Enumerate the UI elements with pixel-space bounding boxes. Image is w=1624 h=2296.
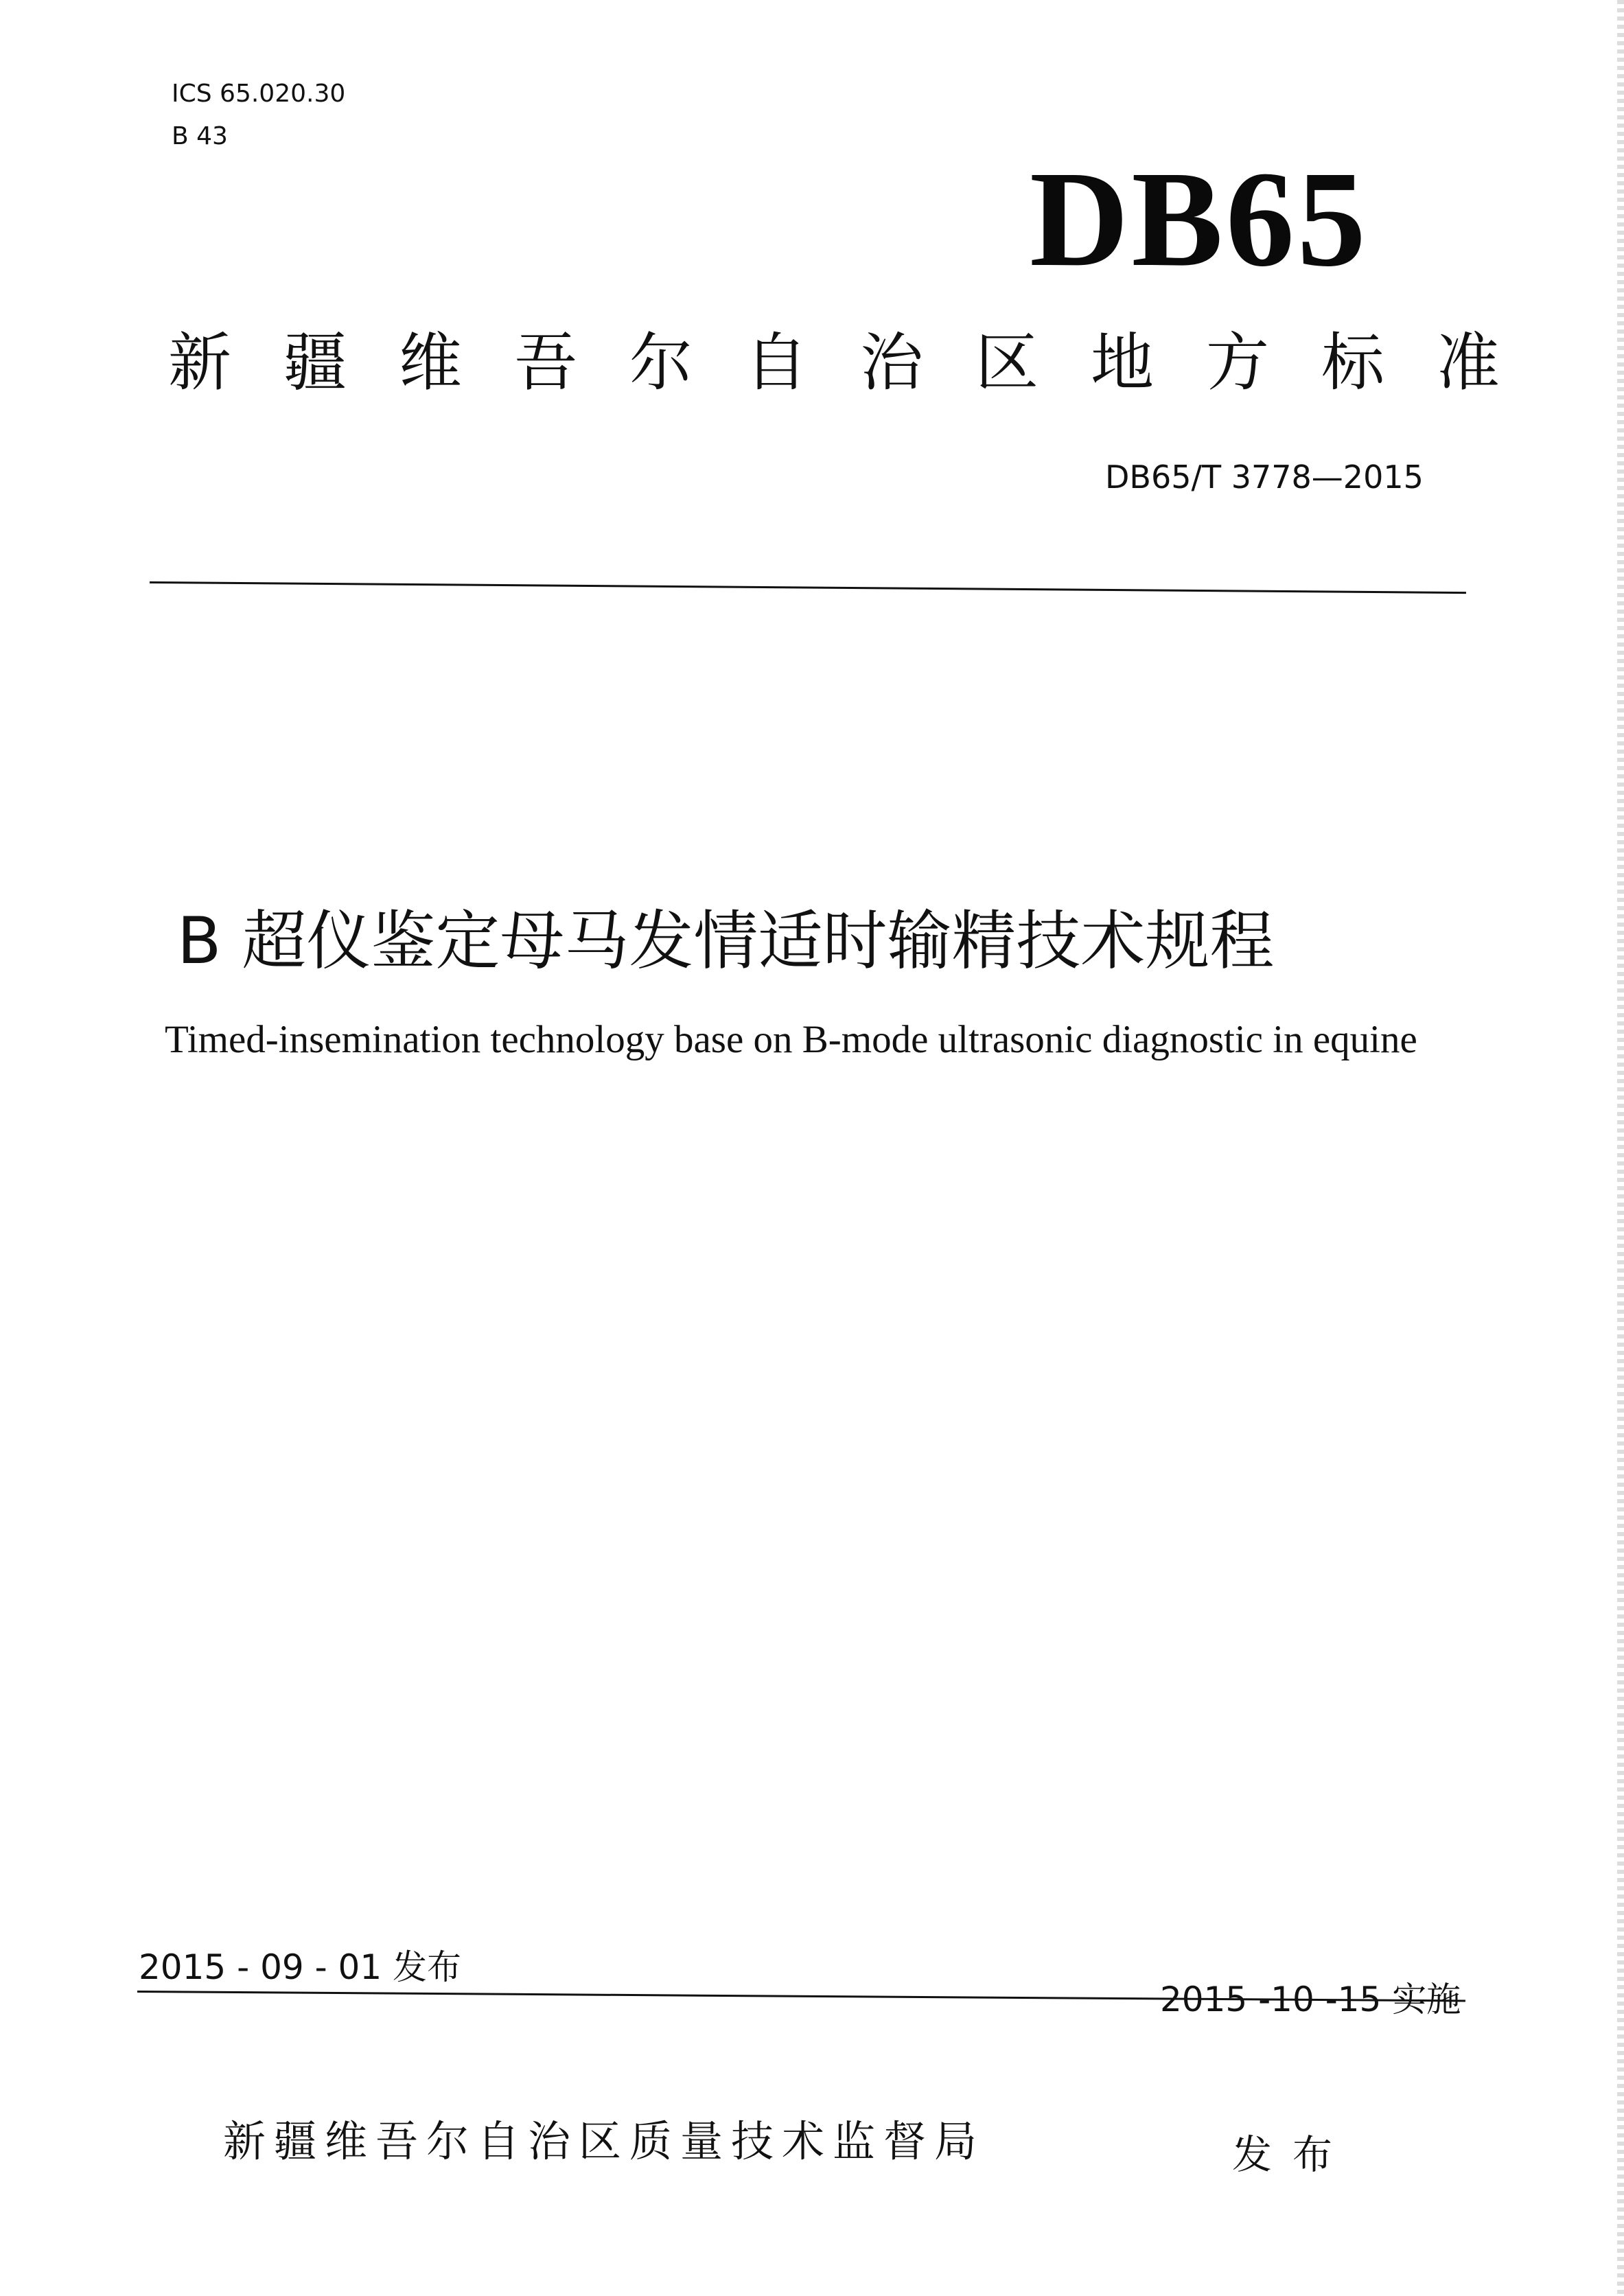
implement-date: 2015 -10 -15 实施 — [1160, 1980, 1461, 2019]
document-title-cn: B 超仪鉴定母马发情适时输精技术规程 — [177, 904, 1275, 979]
top-divider — [150, 581, 1466, 594]
document-title-en: Timed-insemination technology base on B-mode ultrasonic diagnostic in equine — [165, 1018, 1417, 1061]
publish-date: 2015 - 09 - 01 发布 — [139, 1947, 462, 1987]
standard-kind-heading: 新疆维吾尔自治区地方标准 — [168, 326, 1553, 399]
ics-code: ICS 65.020.30 — [172, 80, 346, 108]
issuing-authority: 新疆维吾尔自治区质量技术监督局 — [223, 2116, 986, 2166]
scan-edge-artifact — [1617, 0, 1624, 2296]
ccs-code: B 43 — [172, 122, 228, 150]
issue-label: 发布 — [1232, 2131, 1354, 2178]
standard-logo: DB65 — [1030, 143, 1369, 295]
standard-number: DB65/T 3778—2015 — [1105, 459, 1424, 496]
